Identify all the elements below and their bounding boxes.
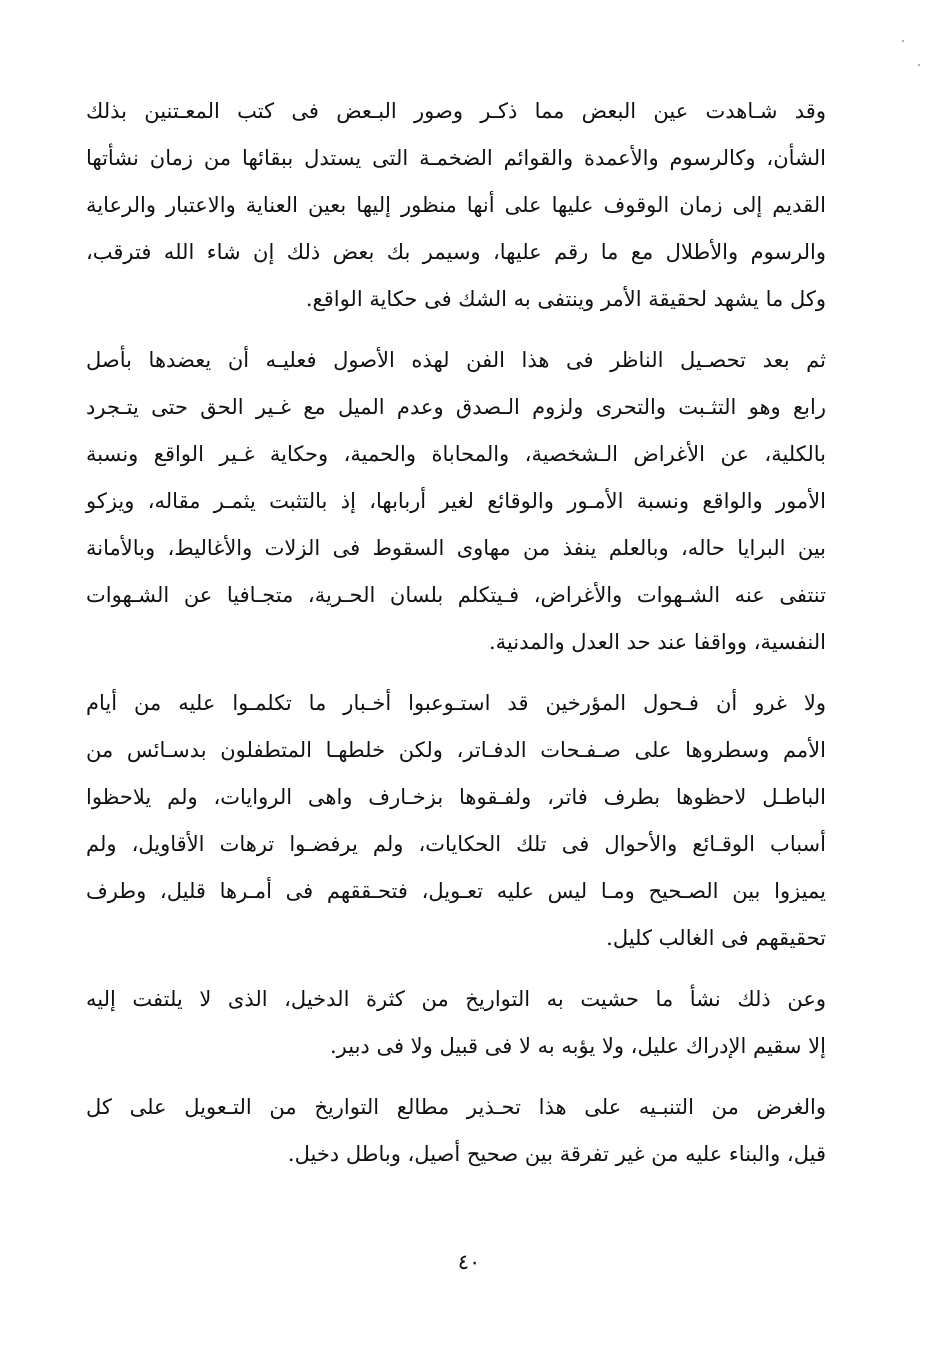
text-line: القديم إلى زمان الوقوف عليها على أنها منظور إليها بعين العناية والاعتبار والرعاية <box>86 193 826 217</box>
text-line: الشأن، وكالرسوم والأعمدة والقوائم الضخمـة التى يستدل ببقائها من زمان نشأتها <box>86 146 826 170</box>
paragraph-1 <box>86 88 826 323</box>
text-line: يميزوا بين الصـحيح ومـا ليس عليه تعـويل، فتحـققهم فى أمـرها قليل، وطرف <box>86 879 826 903</box>
text-line: بالكلية، عن الأغراض الـشخصية، والمحاباة والحمية، وحكاية غـير الواقع ونسبة <box>86 442 826 466</box>
text-line: إلا سقيم الإدراك عليل، ولا يؤبه به لا فى قبيل ولا فى دبير. <box>329 1034 826 1058</box>
text-line: الأمم وسطروها على صـفـحات الدفـاتر، ولكن خلطهـا المتطفلون بدسـائس من <box>86 738 826 762</box>
paragraph-5 <box>86 1084 826 1178</box>
paragraph-4 <box>86 976 826 1070</box>
text-line: وقد شـاهدت عين البعض مما ذكـر وصور البـعض فى كتب المعـتنين بذلك <box>86 99 826 123</box>
text-line: الأمور والواقع ونسبة الأمـور والوقائع لغير أربابها، إذ بالتثبت يثمـر مقاله، ويزكو <box>86 489 826 513</box>
text-line: وكل ما يشهد لحقيقة الأمر وينتفى به الشك فى حكاية الواقع. <box>305 287 826 311</box>
scan-speck <box>918 64 920 66</box>
text-line: ولا غرو أن فـحول المؤرخين قد استـوعبوا أخـبار ما تكلمـوا عليه من أيام <box>86 691 826 715</box>
paragraph-3 <box>86 680 826 962</box>
text-line: تحقيقهم فى الغالب كليل. <box>606 926 826 950</box>
text-line: الباطـل لاحظوها بطرف فاتر، ولفـقوها بزخـارف واهى الروايات، ولم يلاحظوا <box>86 785 826 809</box>
text-line: وعن ذلك نشأ ما حشيت به التواريخ من كثرة الدخيل، الذى لا يلتفت إليه <box>86 987 826 1011</box>
text-line: والرسوم والأطلال مع ما رقم عليها، وسيمر بك بعض ذلك إن شاء الله فترقب، <box>86 240 826 264</box>
text-line: قيل، والبناء عليه من غير تفرقة بين صحيح أصيل، وباطل دخيل. <box>287 1142 826 1166</box>
text-line: بين البرايا حاله، وبالعلم ينفذ من مهاوى السقوط فى الزلات والأغاليط، وبالأمانة <box>86 536 826 560</box>
body-text <box>86 88 826 1192</box>
paragraph-2 <box>86 337 826 666</box>
text-line: تنتفى عنه الشـهوات والأغراض، فـيتكلم بلسان الحـرية، متجـافيا عن الشـهوات <box>86 583 826 607</box>
text-line: النفسية، وواقفا عند حد العدل والمدنية. <box>488 630 826 654</box>
text-line: ثم بعد تحصـيل الناظر فى هذا الفن لهذه الأصول فعليـه أن يعضدها بأصل <box>86 348 826 372</box>
text-line: أسباب الوقـائع والأحوال فى تلك الحكايات، ولم يرفضـوا ترهات الأقاويل، ولم <box>86 832 826 856</box>
text-line: والغرض من التنبـيه على هذا تحـذير مطالع التواريخ من التـعويل على كل <box>86 1095 826 1119</box>
scan-speck <box>902 40 904 42</box>
page-number: ٤٠ <box>457 1250 481 1274</box>
text-line: رابع وهو التثـبت والتحرى ولزوم الـصدق وعدم الميل مع غـير الحق حتى يتـجرد <box>86 395 826 419</box>
